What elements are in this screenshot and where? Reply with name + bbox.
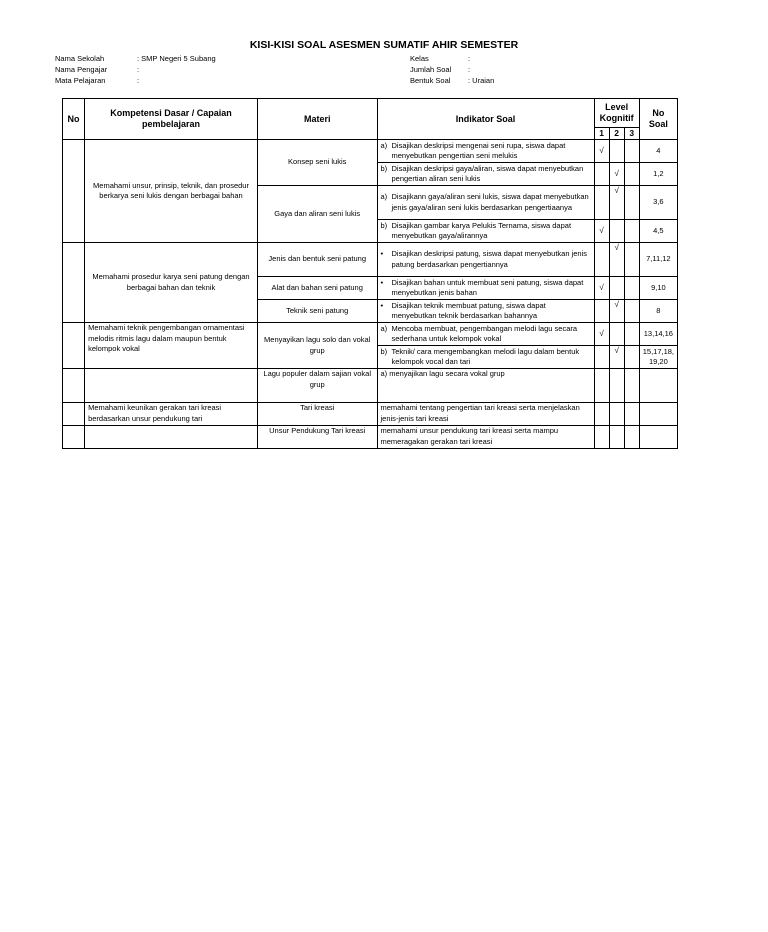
no-soal-cell [639, 369, 677, 403]
no-soal-cell: 15,17,18,19,20 [639, 346, 677, 369]
header-no: No [63, 99, 85, 140]
level-cell [624, 300, 639, 323]
indikator-cell [377, 277, 594, 300]
info-row-pengajar: Nama Pengajar : [55, 65, 140, 74]
header-level-2: 2 [609, 128, 624, 140]
check-mark: √ [594, 323, 609, 346]
info-left [55, 53, 216, 86]
materi-cell: Alat dan bahan seni patung [257, 277, 377, 300]
indikator-text: Disajikan gambar karya Pelukis Ternama, siswa dapat menyebutkan gaya/alirannya [391, 220, 572, 240]
level-cell [624, 277, 639, 300]
indikator-text: Teknik/ cara mengembangkan melodi lagu dalam bentuk kelompok vocal dan tari [391, 346, 580, 366]
no-soal-cell: 13,14,16 [639, 323, 677, 346]
level-cell [609, 277, 624, 300]
check-mark: √ [609, 346, 624, 369]
indikator-marker: a) [380, 140, 388, 150]
level-cell [609, 220, 624, 243]
cell-no [63, 426, 85, 449]
level-cell [624, 426, 639, 449]
level-cell [624, 220, 639, 243]
indikator-text: Disajikann gaya/aliran seni lukis, siswa dapat menyebutkan jenis gaya/aliran seni lukis berdasarkan pengertiaanya [391, 192, 589, 212]
no-soal-cell: 9,10 [639, 277, 677, 300]
level-cell [594, 300, 609, 323]
info-row-jumlah: Jumlah Soal : [410, 65, 471, 74]
indikator-text: memahami tentang pengertian tari kreasi serta menjelaskan jenis-jenis tari kreasi [377, 403, 594, 426]
indikator-cell [377, 300, 594, 323]
table-row [63, 426, 678, 449]
no-soal-cell: 4 [639, 140, 677, 163]
check-mark: √ [609, 243, 624, 277]
info-row-bentuk: Bentuk Soal : Uraian [410, 76, 495, 85]
indikator-text: Disajikan teknik membuat patung, siswa dapat menyebutkan teknik berdasarkan bahannya [391, 300, 546, 320]
header-level-1: 1 [594, 128, 609, 140]
indikator-text: Disajikan deskripsi mengenai seni rupa, siswa dapat menyebutkan pengertian seni melukis [391, 140, 566, 160]
indikator-text: Mencoba membuat, pengembangan melodi lagu secara sederhana untuk kelompok vokal [391, 323, 578, 343]
document-title: KISI-KISI SOAL ASESMEN SUMATIF AHIR SEMESTER [249, 39, 519, 51]
level-cell [609, 426, 624, 449]
no-soal-cell: 8 [639, 300, 677, 323]
table-row [63, 403, 678, 426]
no-soal-cell: 3,6 [639, 186, 677, 220]
table-row [63, 140, 678, 163]
cell-no [63, 323, 85, 369]
cell-no [63, 403, 85, 426]
no-soal-cell: 7,11,12 [639, 243, 677, 277]
materi-cell: Unsur Pendukung Tari kreasi [257, 426, 377, 449]
level-cell [594, 186, 609, 220]
header-materi: Materi [257, 99, 377, 140]
kompetensi-cell: Memahami prosedur karya seni patung dengan berbagai bahan dan teknik [85, 243, 258, 323]
cell-no [63, 140, 85, 243]
check-mark: √ [609, 300, 624, 323]
kisi-kisi-table [62, 98, 678, 449]
indikator-marker: b) [380, 346, 388, 356]
indikator-marker: b) [380, 220, 388, 230]
indikator-marker: b) [380, 163, 388, 173]
header-level: Level Kognitif [594, 99, 639, 128]
kompetensi-cell: Memahami teknik pengembangan ornamentasi melodis ritmis lagu dalam maupun bentuk kelompok vokal [85, 323, 258, 369]
check-mark: √ [594, 140, 609, 163]
indikator-text: memahami unsur pendukung tari kreasi serta mampu memeragakan gerakan tari kreasi [377, 426, 594, 449]
level-cell [624, 140, 639, 163]
kompetensi-cell: Memahami keunikan gerakan tari kreasi berdasarkan unsur pendukung tari [85, 403, 258, 426]
info-row-mapel: Mata Pelajaran : [55, 76, 140, 85]
table-row [63, 369, 678, 403]
info-row-kelas: Kelas : [410, 54, 471, 63]
header-level-3: 3 [624, 128, 639, 140]
level-cell [624, 403, 639, 426]
materi-cell: Tari kreasi [257, 403, 377, 426]
indikator-cell [377, 243, 594, 277]
level-cell [594, 426, 609, 449]
indikator-cell [377, 140, 594, 163]
level-cell [624, 323, 639, 346]
indikator-text: Disajikan bahan untuk membuat seni patung, siswa dapat menyebutkan jenis bahan [391, 277, 584, 297]
materi-cell: Teknik seni patung [257, 300, 377, 323]
indikator-marker: a) [380, 323, 388, 333]
no-soal-cell [639, 426, 677, 449]
bullet-marker: • [380, 249, 384, 258]
bullet-marker: • [380, 277, 384, 287]
info-right [410, 53, 494, 86]
indikator-cell [377, 220, 594, 243]
check-mark: √ [594, 220, 609, 243]
level-cell [609, 403, 624, 426]
header-no-soal: No Soal [639, 99, 677, 140]
level-cell [594, 369, 609, 403]
indikator-cell [377, 346, 594, 369]
check-mark: √ [609, 186, 624, 220]
level-cell [609, 323, 624, 346]
cell-no [63, 243, 85, 323]
indikator-text: Disajikan deskripsi patung, siswa dapat menyebutkan jenis patung berdasarkan pengertiannya [391, 249, 588, 269]
materi-cell: Gaya dan aliran seni lukis [257, 186, 377, 243]
indikator-text: a) menyajikan lagu secara vokal grup [377, 369, 594, 403]
level-cell [594, 243, 609, 277]
check-mark: √ [594, 277, 609, 300]
materi-cell: Konsep seni lukis [257, 140, 377, 186]
level-cell [624, 369, 639, 403]
no-soal-cell: 4,5 [639, 220, 677, 243]
indikator-cell [377, 186, 594, 220]
kompetensi-cell [85, 426, 258, 449]
header-indikator: Indikator Soal [377, 99, 594, 140]
indikator-cell [377, 163, 594, 186]
info-row-sekolah: Nama Sekolah : SMP Negeri 5 Subang [55, 54, 216, 63]
level-cell [624, 346, 639, 369]
level-cell [624, 186, 639, 220]
cell-no [63, 369, 85, 403]
check-mark: √ [609, 163, 624, 186]
level-cell [594, 403, 609, 426]
kompetensi-cell: Memahami unsur, prinsip, teknik, dan prosedur berkarya seni lukis dengan berbagai bahan [85, 140, 258, 243]
no-soal-cell [639, 403, 677, 426]
header-kompetensi: Kompetensi Dasar / Capaian pembelajaran [85, 99, 258, 140]
level-cell [624, 243, 639, 277]
no-soal-cell: 1,2 [639, 163, 677, 186]
indikator-marker: a) [380, 192, 388, 201]
level-cell [624, 163, 639, 186]
table-row [63, 323, 678, 346]
materi-cell: Lagu populer dalam sajian vokal grup [257, 369, 377, 403]
kompetensi-cell [85, 369, 258, 403]
materi-cell: Jenis dan bentuk seni patung [257, 243, 377, 277]
table-row [63, 243, 678, 277]
indikator-cell [377, 323, 594, 346]
level-cell [594, 163, 609, 186]
indikator-text: Disajikan deskripsi gaya/aliran, siswa dapat menyebutkan pengertian aliran seni lukis [391, 163, 584, 183]
level-cell [594, 346, 609, 369]
materi-cell: Menyayikan lagu solo dan vokal grup [257, 323, 377, 369]
level-cell [609, 140, 624, 163]
level-cell [609, 369, 624, 403]
bullet-marker: • [380, 300, 384, 310]
